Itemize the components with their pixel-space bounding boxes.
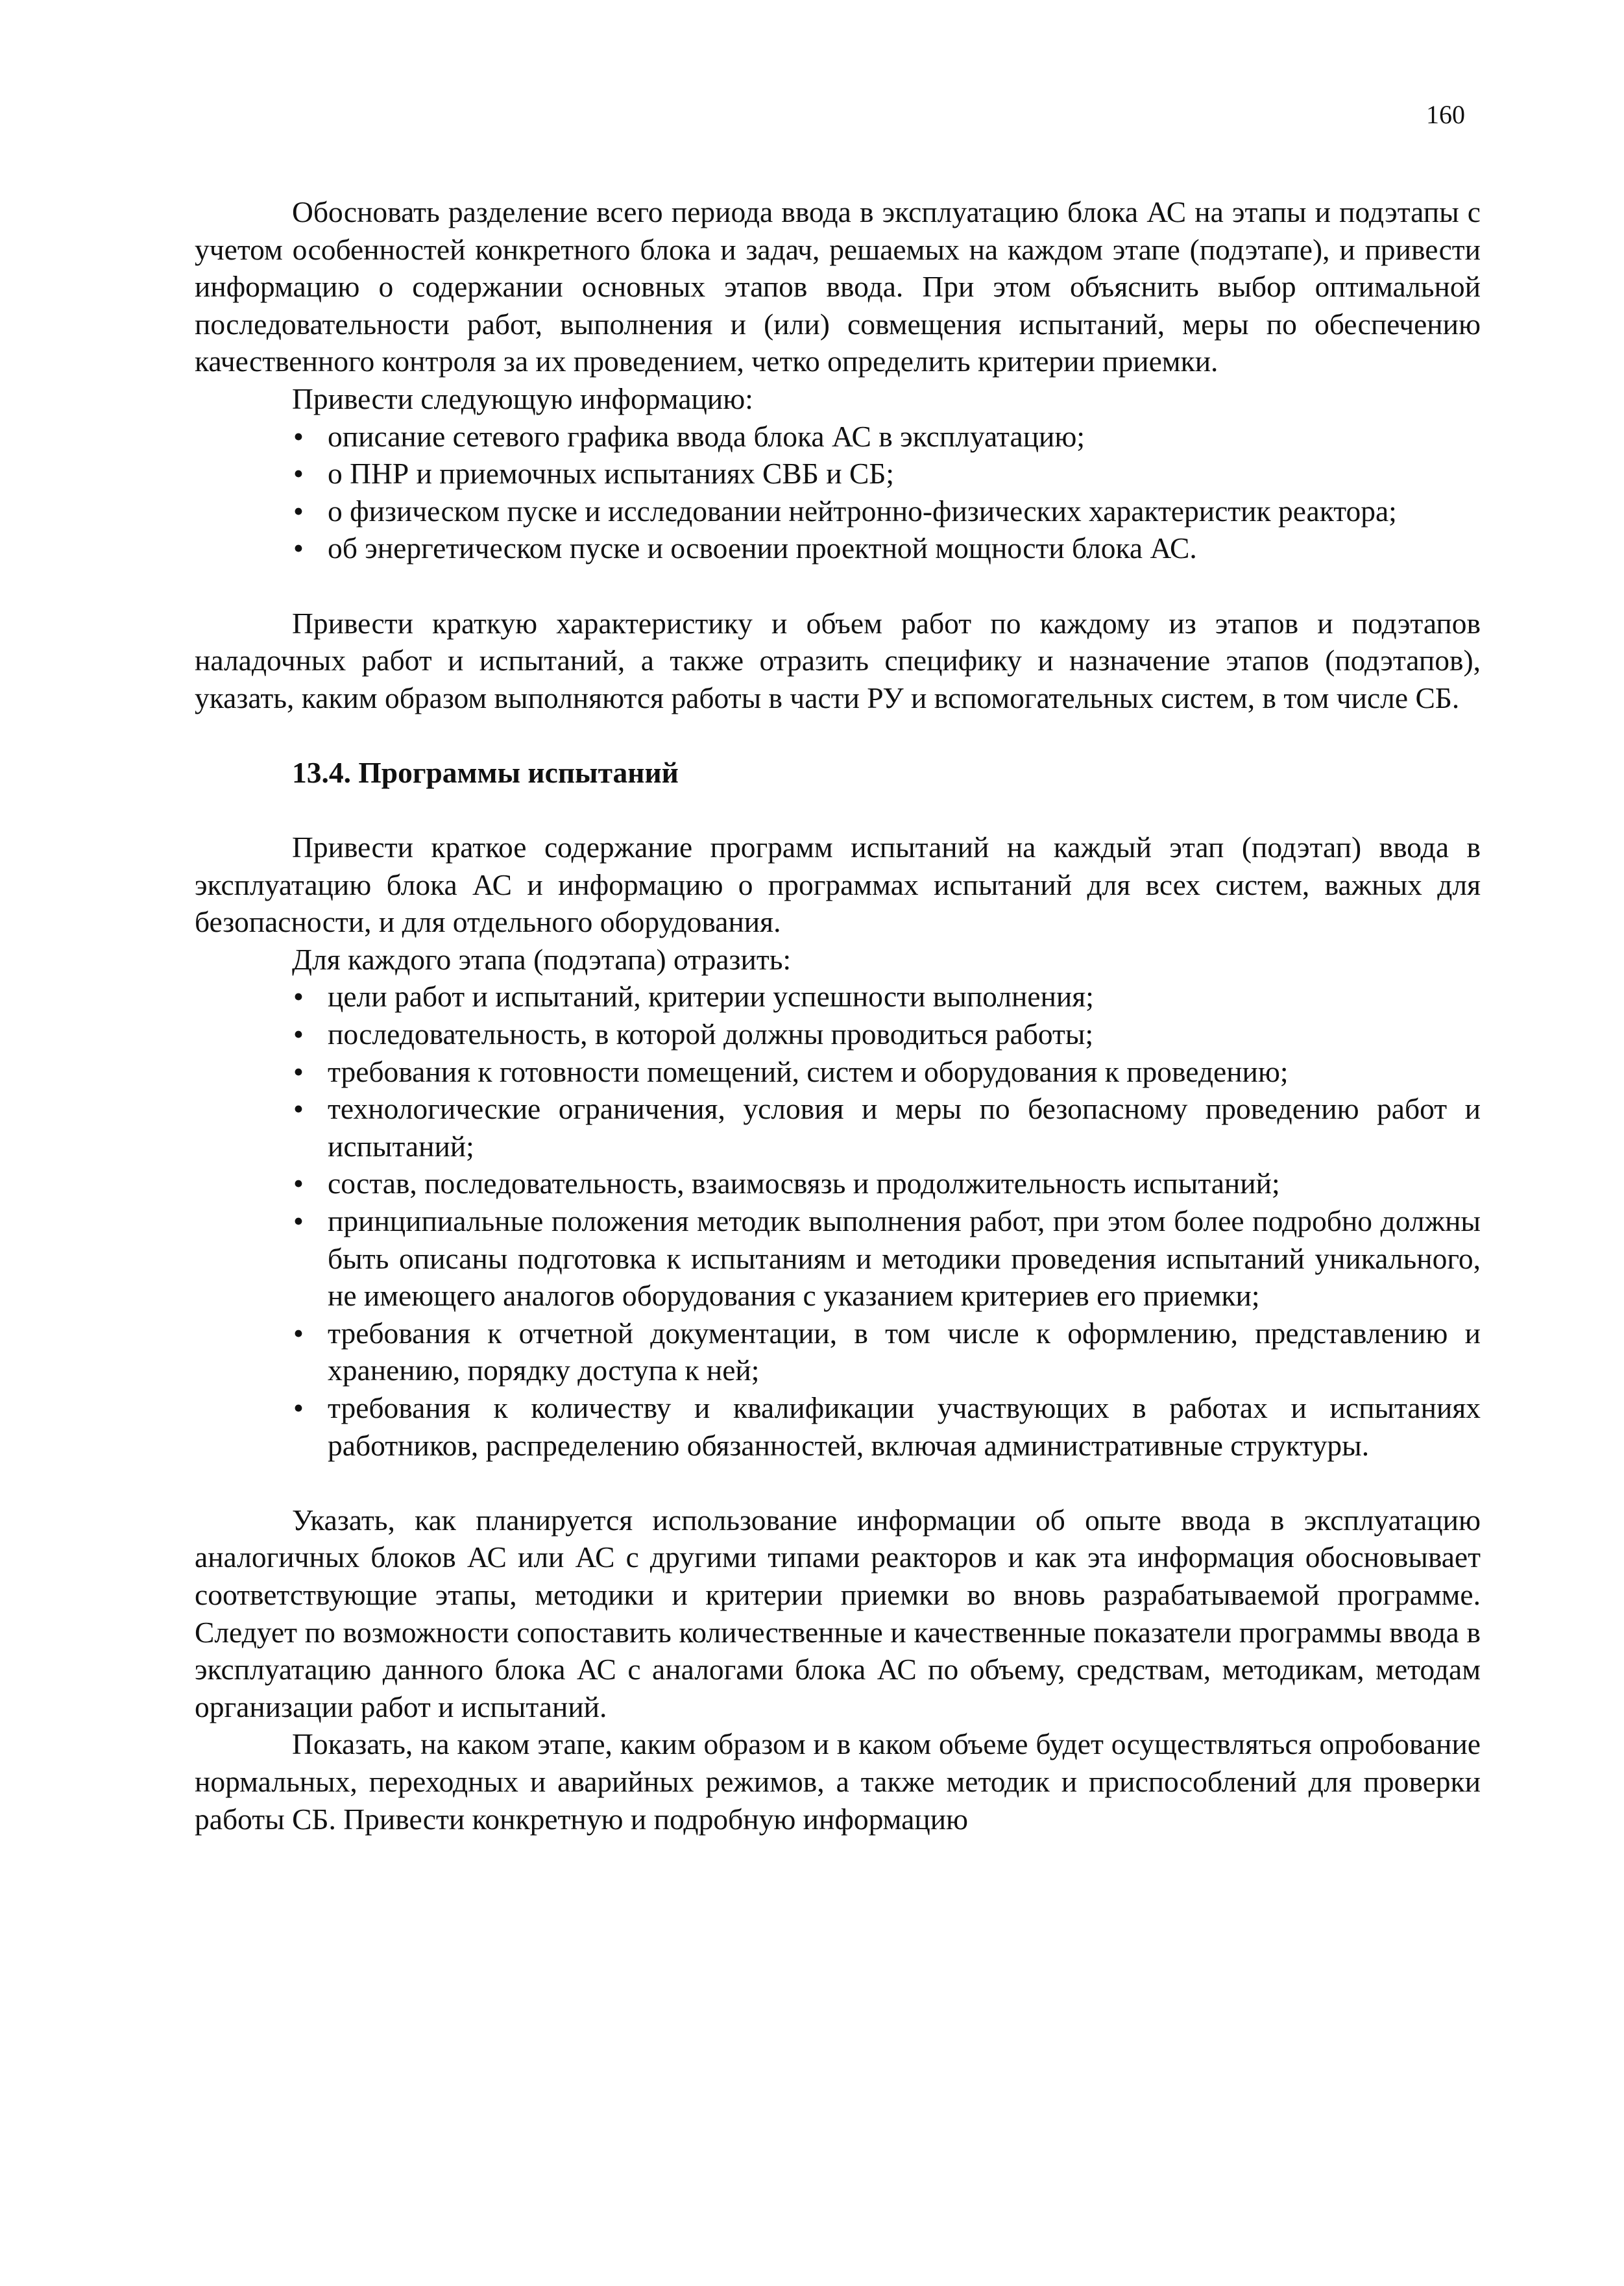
bullet-icon: • <box>293 1017 304 1051</box>
list-item-text: цели работ и испытаний, критерии успешности выполнения; <box>328 980 1094 1014</box>
list-item <box>195 418 1481 456</box>
section-bullet-list <box>195 978 1481 1464</box>
list-item <box>195 1389 1481 1464</box>
list-item-text: принципиальные положения методик выполнения работ, при этом более подробно должны быть описаны подготовка к испытаниям и методики проведения испытаний уникального, не имеющего аналогов оборудования с указанием критериев его приемки; <box>328 1204 1481 1313</box>
experience-paragraph: Указать, как планируется использование информации об опыте ввода в эксплуатацию аналогичных блоков АС или АС с другими типами реакторов и как эта информация обосновывает соответствующие этапы, методики и критерии приемки во вновь разрабатываемой программе. Следует по возможности сопоставить количественные и качественные показатели программы ввода в эксплуатацию данного блока АС с аналогами блока АС по объему, средствам, методикам, методам организации работ и испытаний. <box>195 1503 1481 1723</box>
section-paragraph: Привести краткое содержание программ испытаний на каждый этап (подэтап) ввода в эксплуатацию блока АС и информацию о программах испытаний для всех систем, важных для безопасности, и для отдельного оборудования. <box>195 831 1481 939</box>
list-item-text: об энергетическом пуске и освоении проектной мощности блока АС. <box>328 531 1197 565</box>
bullet-icon: • <box>293 1054 304 1088</box>
bullet-icon: • <box>293 419 304 453</box>
intro-list-lead: Привести следующую информацию: <box>292 382 753 415</box>
spacer <box>195 792 1481 829</box>
bullet-icon: • <box>293 531 304 565</box>
spacer <box>195 1464 1481 1502</box>
list-item-text: о ПНР и приемочных испытаниях СВБ и СБ; <box>328 457 895 491</box>
list-item <box>195 1165 1481 1202</box>
spacer <box>195 716 1481 754</box>
list-item-text: технологические ограничения, условия и меры по безопасному проведению работ и испытаний; <box>328 1092 1481 1163</box>
bullet-icon: • <box>293 1092 304 1126</box>
list-item-text: описание сетевого графика ввода блока АС в эксплуатацию; <box>328 419 1085 453</box>
list-item <box>195 529 1481 567</box>
bullet-icon: • <box>293 1316 304 1350</box>
list-item <box>195 1015 1481 1053</box>
list-item-text: состав, последовательность, взаимосвязь и продолжительность испытаний; <box>328 1167 1280 1200</box>
list-item <box>195 1202 1481 1315</box>
list-item <box>195 492 1481 530</box>
list-item <box>195 1315 1481 1389</box>
list-item <box>195 455 1481 492</box>
bullet-icon: • <box>293 457 304 491</box>
list-item-text: требования к количеству и квалификации участвующих в работах и испытаниях работников, распределению обязанностей, включая административные структуры. <box>328 1391 1481 1462</box>
bullet-icon: • <box>293 980 304 1014</box>
summary-paragraph: Привести краткую характеристику и объем работ по каждому из этапов и подэтапов наладочных работ и испытаний, а также отразить специфику и назначение этапов (подэтапов), указать, каким образом выполняются работы в части РУ и вспомогательных систем, в том числе СБ. <box>195 606 1481 714</box>
page-body <box>195 193 1481 1838</box>
bullet-icon: • <box>293 1391 304 1424</box>
section-heading: 13.4. Программы испытаний <box>292 755 679 789</box>
list-item-text: о физическом пуске и исследовании нейтронно-физических характеристик реактора; <box>328 494 1397 528</box>
list-item-text: требования к готовности помещений, систем и оборудования к проведению; <box>328 1054 1289 1088</box>
intro-bullet-list <box>195 418 1481 567</box>
list-item-text: требования к отчетной документации, в том числе к оформлению, представлению и хранению, порядку доступа к ней; <box>328 1316 1481 1387</box>
intro-paragraph: Обосновать разделение всего периода ввода в эксплуатацию блока АС на этапы и подэтапы с учетом особенностей конкретного блока и задач, решаемых на каждом этапе (подэтапе), и привести информацию о содержании основных этапов ввода. При этом объяснить выбор оптимальной последовательности работ, выполнения и (или) совмещения испытаний, меры по обеспечению качественного контроля за их проведением, четко определить критерии приемки. <box>195 195 1481 378</box>
bullet-icon: • <box>293 1167 304 1200</box>
list-item <box>195 1090 1481 1165</box>
final-paragraph: Показать, на каком этапе, каким образом и в каком объеме будет осуществляться опробование нормальных, переходных и аварийных режимов, а также методик и приспособлений для проверки работы СБ. Привести конкретную и подробную информацию <box>195 1727 1481 1836</box>
spacer <box>195 567 1481 605</box>
bullet-icon: • <box>293 1204 304 1238</box>
section-list-lead: Для каждого этапа (подэтапа) отразить: <box>292 942 792 976</box>
list-item-text: последовательность, в которой должны проводиться работы; <box>328 1017 1094 1051</box>
list-item <box>195 1053 1481 1091</box>
page-number: 160 <box>1426 100 1465 129</box>
list-item <box>195 978 1481 1015</box>
bullet-icon: • <box>293 494 304 528</box>
